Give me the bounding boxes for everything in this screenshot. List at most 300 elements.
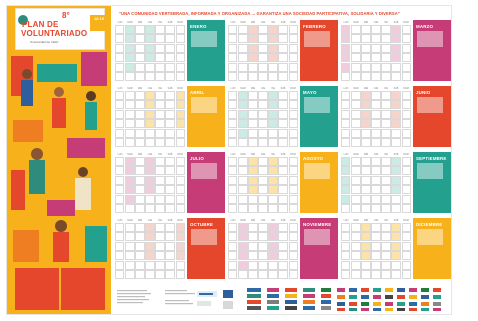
day-cell <box>145 91 154 100</box>
weekday-label: LUN <box>230 153 236 156</box>
day-cell <box>238 270 247 279</box>
day-cell <box>361 270 371 279</box>
day-cell <box>341 166 350 175</box>
day-cell <box>381 157 391 166</box>
day-cell <box>402 261 412 270</box>
day-cell <box>289 195 299 204</box>
day-cell <box>145 119 154 128</box>
weekday-label: MIÉ <box>363 219 369 222</box>
day-cell <box>289 166 299 175</box>
day-cell <box>278 251 287 260</box>
day-cell <box>371 270 380 279</box>
weekday-label: DOM <box>403 87 409 90</box>
day-cell <box>135 261 145 270</box>
day-cell <box>351 129 360 138</box>
day-cell <box>258 44 267 53</box>
day-cell <box>176 270 186 279</box>
month-name: FEBRERO <box>303 24 326 29</box>
day-grid <box>341 157 411 213</box>
weekday-label: DOM <box>403 153 409 156</box>
illustration-panel <box>7 6 111 314</box>
day-cell <box>125 223 134 232</box>
day-cell <box>135 34 145 43</box>
day-cell <box>228 91 237 100</box>
month-image-placeholder <box>191 163 217 179</box>
day-cell <box>238 251 247 260</box>
weekday-label: DOM <box>177 87 183 90</box>
intro-text-block-left <box>15 268 59 310</box>
month-image-placeholder <box>304 31 330 47</box>
day-cell <box>155 25 165 34</box>
day-grid <box>115 91 185 147</box>
month-block-octubre <box>115 218 225 280</box>
day-cell <box>341 91 350 100</box>
day-cell <box>381 53 391 62</box>
day-grid <box>341 223 411 279</box>
day-cell <box>391 119 400 128</box>
day-cell <box>278 176 287 185</box>
month-sidebar <box>413 152 451 213</box>
day-cell <box>248 223 258 232</box>
day-cell <box>402 110 412 119</box>
day-cell <box>268 91 278 100</box>
day-cell <box>176 100 186 109</box>
day-cell <box>248 232 258 241</box>
month-sidebar <box>187 20 225 81</box>
day-cell <box>341 195 350 204</box>
day-cell <box>402 251 412 260</box>
day-cell <box>155 157 165 166</box>
day-cell <box>341 119 350 128</box>
day-cell <box>125 185 134 194</box>
day-cell <box>402 166 412 175</box>
day-cell <box>155 195 165 204</box>
day-cell <box>361 166 371 175</box>
weekday-label: MAR <box>353 219 359 222</box>
day-cell <box>125 176 134 185</box>
day-cell <box>135 270 145 279</box>
day-cell <box>268 119 278 128</box>
poster-title-line1: PLAN DE <box>22 20 59 29</box>
weekday-label: LUN <box>117 87 123 90</box>
day-cell <box>155 53 165 62</box>
day-cell <box>402 25 412 34</box>
day-cell <box>135 232 145 241</box>
day-cell <box>351 204 360 213</box>
day-cell <box>361 176 371 185</box>
day-grid <box>115 25 185 81</box>
month-image-placeholder <box>417 31 443 47</box>
day-grid <box>115 157 185 213</box>
day-cell <box>125 242 134 251</box>
day-cell <box>155 185 165 194</box>
day-cell <box>228 119 237 128</box>
day-cell <box>341 100 350 109</box>
day-cell <box>145 53 154 62</box>
weekday-label: DOM <box>177 219 183 222</box>
day-grid <box>228 223 298 279</box>
weekday-label: JUE <box>147 21 153 24</box>
weekday-label: VIE <box>271 153 275 156</box>
weekday-label: JUE <box>373 219 379 222</box>
day-cell <box>258 63 267 72</box>
day-cell <box>145 138 154 147</box>
day-cell <box>228 270 237 279</box>
day-cell <box>341 63 350 72</box>
day-cell <box>228 157 237 166</box>
day-cell <box>278 232 287 241</box>
day-cell <box>351 100 360 109</box>
day-cell <box>115 204 124 213</box>
weekday-label: MIÉ <box>250 219 256 222</box>
day-cell <box>115 185 124 194</box>
day-cell <box>361 223 371 232</box>
day-cell <box>125 44 134 53</box>
weekday-label: LUN <box>117 21 123 24</box>
weekday-label: MIÉ <box>363 21 369 24</box>
weekday-label: MAR <box>353 87 359 90</box>
day-cell <box>371 129 380 138</box>
day-cell <box>268 25 278 34</box>
day-cell <box>268 129 278 138</box>
day-cell <box>278 242 287 251</box>
day-cell <box>228 204 237 213</box>
day-cell <box>268 242 278 251</box>
day-cell <box>391 242 400 251</box>
day-cell <box>145 44 154 53</box>
volunteering-plan-poster <box>6 5 452 315</box>
day-cell <box>145 195 154 204</box>
day-cell <box>258 53 267 62</box>
day-cell <box>391 25 400 34</box>
weekday-label: DOM <box>403 21 409 24</box>
weekday-label: SÁB <box>280 21 286 24</box>
day-cell <box>145 25 154 34</box>
day-cell <box>258 251 267 260</box>
day-cell <box>391 129 400 138</box>
day-cell <box>165 195 174 204</box>
day-cell <box>381 185 391 194</box>
day-cell <box>381 176 391 185</box>
day-cell <box>228 34 237 43</box>
day-cell <box>165 110 174 119</box>
day-cell <box>371 195 380 204</box>
month-sidebar <box>187 152 225 213</box>
day-cell <box>341 34 350 43</box>
weekday-label: LUN <box>343 21 349 24</box>
day-cell <box>155 110 165 119</box>
weekday-label: MIÉ <box>250 87 256 90</box>
weekday-label: VIE <box>384 87 388 90</box>
day-cell <box>278 204 287 213</box>
weekday-label: MAR <box>240 219 246 222</box>
day-cell <box>155 63 165 72</box>
day-cell <box>176 232 186 241</box>
month-block-julio <box>115 152 225 214</box>
day-cell <box>176 110 186 119</box>
day-cell <box>228 63 237 72</box>
day-cell <box>176 138 186 147</box>
day-cell <box>278 91 287 100</box>
day-cell <box>125 119 134 128</box>
day-cell <box>165 185 174 194</box>
day-cell <box>402 63 412 72</box>
day-cell <box>228 166 237 175</box>
day-cell <box>402 138 412 147</box>
day-cell <box>341 251 350 260</box>
intro-text-block-right <box>61 268 105 310</box>
day-cell <box>145 34 154 43</box>
day-cell <box>155 100 165 109</box>
day-cell <box>361 25 371 34</box>
day-cell <box>278 166 287 175</box>
weekday-label: LUN <box>343 153 349 156</box>
day-cell <box>115 138 124 147</box>
day-cell <box>228 232 237 241</box>
day-cell <box>176 44 186 53</box>
day-cell <box>268 261 278 270</box>
month-block-agosto <box>228 152 338 214</box>
day-cell <box>391 166 400 175</box>
day-cell <box>391 176 400 185</box>
weekday-label: SÁB <box>280 219 286 222</box>
day-cell <box>165 53 174 62</box>
day-cell <box>371 53 380 62</box>
day-cell <box>115 119 124 128</box>
day-cell <box>381 44 391 53</box>
day-cell <box>176 242 186 251</box>
weekday-label: LUN <box>343 219 349 222</box>
day-cell <box>381 110 391 119</box>
day-cell <box>341 53 350 62</box>
day-cell <box>391 185 400 194</box>
day-grid <box>341 91 411 147</box>
day-cell <box>228 110 237 119</box>
day-cell <box>278 119 287 128</box>
day-cell <box>125 53 134 62</box>
day-cell <box>381 91 391 100</box>
day-cell <box>341 270 350 279</box>
weekday-label: JUE <box>373 21 379 24</box>
day-cell <box>268 110 278 119</box>
day-cell <box>165 91 174 100</box>
day-cell <box>155 119 165 128</box>
day-cell <box>248 270 258 279</box>
day-cell <box>402 242 412 251</box>
day-cell <box>371 100 380 109</box>
day-cell <box>248 166 258 175</box>
weekday-label: MAR <box>240 153 246 156</box>
day-cell <box>268 223 278 232</box>
weekday-label: MIÉ <box>250 153 256 156</box>
weekday-label: SÁB <box>393 153 399 156</box>
day-cell <box>115 270 124 279</box>
day-cell <box>115 223 124 232</box>
day-cell <box>381 242 391 251</box>
day-cell <box>391 157 400 166</box>
day-cell <box>228 138 237 147</box>
weekday-label: VIE <box>384 219 388 222</box>
day-cell <box>135 157 145 166</box>
day-cell <box>341 242 350 251</box>
day-cell <box>341 72 350 81</box>
day-cell <box>391 63 400 72</box>
day-cell <box>402 232 412 241</box>
day-cell <box>238 91 247 100</box>
day-cell <box>258 242 267 251</box>
day-cell <box>289 91 299 100</box>
day-cell <box>289 138 299 147</box>
day-cell <box>228 129 237 138</box>
day-cell <box>341 185 350 194</box>
day-cell <box>115 91 124 100</box>
day-cell <box>258 138 267 147</box>
day-cell <box>268 204 278 213</box>
day-cell <box>289 270 299 279</box>
day-cell <box>165 129 174 138</box>
day-cell <box>248 63 258 72</box>
day-cell <box>371 176 380 185</box>
month-block-enero <box>115 20 225 82</box>
day-cell <box>165 119 174 128</box>
day-cell <box>155 44 165 53</box>
month-name: DICIEMBRE <box>416 222 443 227</box>
weekday-label: LUN <box>343 87 349 90</box>
day-cell <box>165 242 174 251</box>
day-cell <box>248 91 258 100</box>
day-cell <box>402 34 412 43</box>
weekday-label: DOM <box>403 219 409 222</box>
day-cell <box>341 204 350 213</box>
month-image-placeholder <box>191 97 217 113</box>
day-cell <box>165 72 174 81</box>
day-cell <box>361 63 371 72</box>
day-cell <box>125 129 134 138</box>
day-cell <box>155 34 165 43</box>
day-cell <box>289 242 299 251</box>
day-cell <box>391 204 400 213</box>
day-cell <box>258 100 267 109</box>
month-sidebar <box>413 218 451 279</box>
day-cell <box>351 157 360 166</box>
day-cell <box>402 72 412 81</box>
day-cell <box>135 129 145 138</box>
weekday-label: JUE <box>147 87 153 90</box>
day-cell <box>268 270 278 279</box>
day-cell <box>135 44 145 53</box>
day-cell <box>278 72 287 81</box>
day-cell <box>268 34 278 43</box>
day-cell <box>289 110 299 119</box>
month-name: ENERO <box>190 24 207 29</box>
day-cell <box>268 44 278 53</box>
day-cell <box>381 166 391 175</box>
day-cell <box>125 138 134 147</box>
day-cell <box>361 72 371 81</box>
day-grid <box>228 157 298 213</box>
day-cell <box>371 119 380 128</box>
month-image-placeholder <box>191 229 217 245</box>
weekday-label: SÁB <box>393 87 399 90</box>
day-cell <box>391 53 400 62</box>
day-cell <box>289 34 299 43</box>
day-cell <box>361 185 371 194</box>
month-name: ABRIL <box>190 90 205 95</box>
day-cell <box>238 44 247 53</box>
day-cell <box>125 232 134 241</box>
day-cell <box>371 232 380 241</box>
day-cell <box>268 138 278 147</box>
day-cell <box>402 270 412 279</box>
day-cell <box>289 53 299 62</box>
day-cell <box>165 204 174 213</box>
day-cell <box>155 91 165 100</box>
day-cell <box>351 261 360 270</box>
day-cell <box>248 251 258 260</box>
month-name: MARZO <box>416 24 434 29</box>
day-cell <box>176 195 186 204</box>
day-cell <box>228 242 237 251</box>
day-cell <box>155 223 165 232</box>
weekday-label: MAR <box>127 153 133 156</box>
weekday-label: DOM <box>290 21 296 24</box>
day-cell <box>248 110 258 119</box>
day-cell <box>135 119 145 128</box>
weekday-label: DOM <box>290 153 296 156</box>
month-sidebar <box>300 86 338 147</box>
day-cell <box>361 100 371 109</box>
day-cell <box>351 44 360 53</box>
weekday-label: DOM <box>177 21 183 24</box>
weekday-label: MIÉ <box>363 153 369 156</box>
day-cell <box>176 166 186 175</box>
day-cell <box>176 251 186 260</box>
day-cell <box>258 223 267 232</box>
day-cell <box>248 176 258 185</box>
day-cell <box>135 53 145 62</box>
day-cell <box>258 176 267 185</box>
day-cell <box>341 129 350 138</box>
day-cell <box>248 129 258 138</box>
weekday-label: MIÉ <box>137 21 143 24</box>
weekday-label: VIE <box>271 219 275 222</box>
day-cell <box>155 261 165 270</box>
day-cell <box>115 232 124 241</box>
weekday-label: MIÉ <box>137 87 143 90</box>
day-cell <box>238 53 247 62</box>
weekday-label: MAR <box>127 219 133 222</box>
day-cell <box>228 25 237 34</box>
day-cell <box>145 176 154 185</box>
day-cell <box>391 251 400 260</box>
day-cell <box>268 53 278 62</box>
day-cell <box>145 251 154 260</box>
day-cell <box>258 25 267 34</box>
day-cell <box>125 34 134 43</box>
day-cell <box>381 261 391 270</box>
day-cell <box>176 72 186 81</box>
day-cell <box>402 223 412 232</box>
day-cell <box>402 195 412 204</box>
day-cell <box>268 166 278 175</box>
day-cell <box>125 72 134 81</box>
day-cell <box>165 270 174 279</box>
day-cell <box>176 25 186 34</box>
day-cell <box>248 157 258 166</box>
day-cell <box>278 261 287 270</box>
day-cell <box>248 100 258 109</box>
day-cell <box>371 72 380 81</box>
